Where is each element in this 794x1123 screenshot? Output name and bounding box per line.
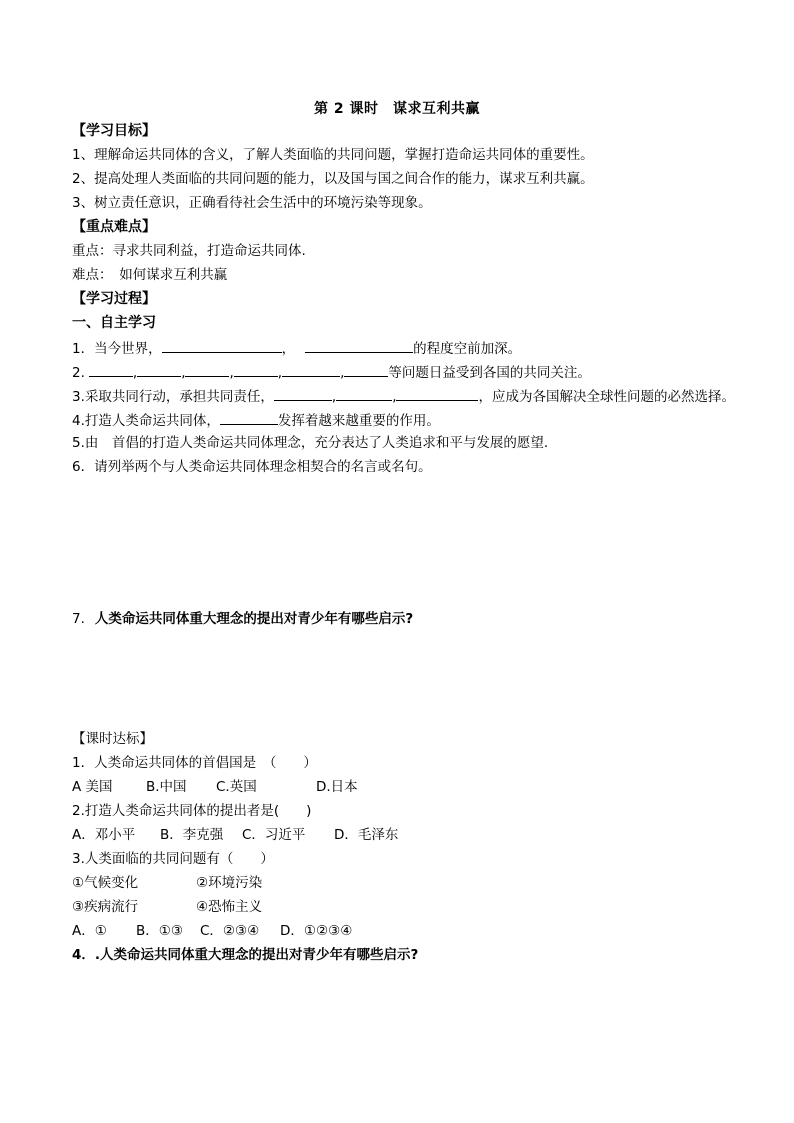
answer-blank[interactable] — [344, 362, 388, 377]
mc-options-2 — [72, 826, 398, 844]
q1-text-a: 1．当今世界， — [72, 341, 162, 357]
goal-item: 2、提高处理人类面临的共同问题的能力，以及国与国之间合作的能力，谋求互利共赢。 — [72, 171, 594, 187]
check-heading: 【课时达标】 — [72, 731, 153, 747]
q7-text: 人类命运共同体重大理念的提出对青少年有哪些启示? — [94, 611, 414, 627]
item-2: ②环境污染 — [196, 875, 263, 891]
option-a: A．① — [72, 923, 107, 939]
question-5: 5.由 首倡的打造人类命运共同体理念，充分表达了人类追求和平与发展的愿望. — [72, 435, 549, 451]
goal-item: 3、树立责任意识，正确看待社会生活中的环境污染等现象。 — [72, 195, 432, 211]
q2-sep: , — [340, 365, 345, 381]
option-c: C.英国 — [216, 779, 257, 795]
item-3: ③疾病流行 — [72, 899, 139, 915]
self-study-heading: 一、自主学习 — [72, 315, 156, 331]
q2-text-b: 等问题日益受到各国的共同关注。 — [388, 365, 591, 381]
q2-text-a: 2. — [72, 365, 85, 381]
answer-blank[interactable] — [185, 362, 229, 377]
q2-sep: , — [132, 365, 138, 381]
final-question-4: 4．.人类命运共同体重大理念的提出对青少年有哪些启示? — [72, 947, 419, 963]
answer-blank[interactable] — [274, 386, 332, 401]
q2-sep: , — [277, 365, 283, 381]
mc3-items-row-2 — [72, 898, 262, 916]
answer-blank[interactable] — [89, 362, 133, 377]
option-b: B．李克强 — [160, 827, 224, 843]
q1-sep: ， — [281, 341, 296, 357]
option-c: C．②③④ — [200, 923, 260, 939]
q3-text-b: ，应成为各国解决全球性问题的必然选择。 — [478, 389, 735, 405]
q4-text-b: 发挥着越来越重要的作用。 — [277, 413, 440, 429]
option-d: D.日本 — [316, 779, 358, 795]
answer-blank[interactable] — [282, 362, 340, 377]
mc-options-1 — [72, 778, 358, 796]
process-heading: 【学习过程】 — [72, 291, 156, 307]
q1-text-b: 的程度空前加深。 — [413, 341, 522, 357]
mc-question-2: 2.打造人类命运共同体的提出者是( ) — [72, 803, 312, 819]
question-7 — [72, 610, 413, 628]
option-c: C．习近平 — [242, 827, 306, 843]
option-b: B．①③ — [136, 923, 183, 939]
item-4: ④恐怖主义 — [196, 899, 263, 915]
key-heading: 【重点难点】 — [72, 219, 156, 235]
mc-options-3 — [72, 922, 352, 940]
answer-blank[interactable] — [305, 338, 413, 353]
answer-blank[interactable] — [336, 386, 392, 401]
key-point: 重点：寻求共同利益，打造命运共同体. — [72, 243, 306, 259]
option-b: B.中国 — [146, 779, 187, 795]
q3-text-a: 3.采取共同行动，承担共同责任， — [72, 389, 274, 405]
mc-question-3: 3.人类面临的共同问题有（ ） — [72, 851, 274, 867]
mc-question-1: 1．人类命运共同体的首倡国是 （ ） — [72, 755, 317, 771]
option-d: D．毛泽东 — [334, 827, 399, 843]
answer-blank[interactable] — [234, 362, 278, 377]
q7-number: 7. — [72, 611, 85, 627]
page-title: 第 2 课时 谋求互利共赢 — [314, 101, 480, 117]
goals-heading: 【学习目标】 — [72, 123, 156, 139]
q2-sep: , — [229, 365, 234, 381]
option-a: A 美国 — [72, 779, 113, 795]
question-4 — [72, 410, 440, 430]
answer-blank[interactable] — [396, 386, 478, 401]
q3-sep: , — [392, 389, 397, 405]
q3-sep: , — [331, 389, 337, 405]
option-a: A．邓小平 — [72, 827, 136, 843]
question-6: 6．请列举两个与人类命运共同体理念相契合的名言或名句。 — [72, 459, 432, 475]
answer-blank[interactable] — [162, 338, 282, 353]
mc3-items-row-1 — [72, 874, 262, 892]
q2-sep: , — [181, 365, 186, 381]
question-2 — [72, 362, 591, 382]
difficulty-point: 难点： 如何谋求互利共赢 — [72, 267, 228, 283]
question-3 — [72, 386, 735, 406]
answer-blank[interactable] — [137, 362, 181, 377]
goal-item: 1、理解命运共同体的含义，了解人类面临的共同问题，掌握打造命运共同体的重要性。 — [72, 147, 594, 163]
q4-text-a: 4.打造人类命运共同体， — [72, 413, 220, 429]
answer-blank[interactable] — [220, 410, 278, 425]
item-1: ①气候变化 — [72, 875, 139, 891]
option-d: D．①②③④ — [280, 923, 353, 939]
question-1 — [72, 338, 521, 358]
